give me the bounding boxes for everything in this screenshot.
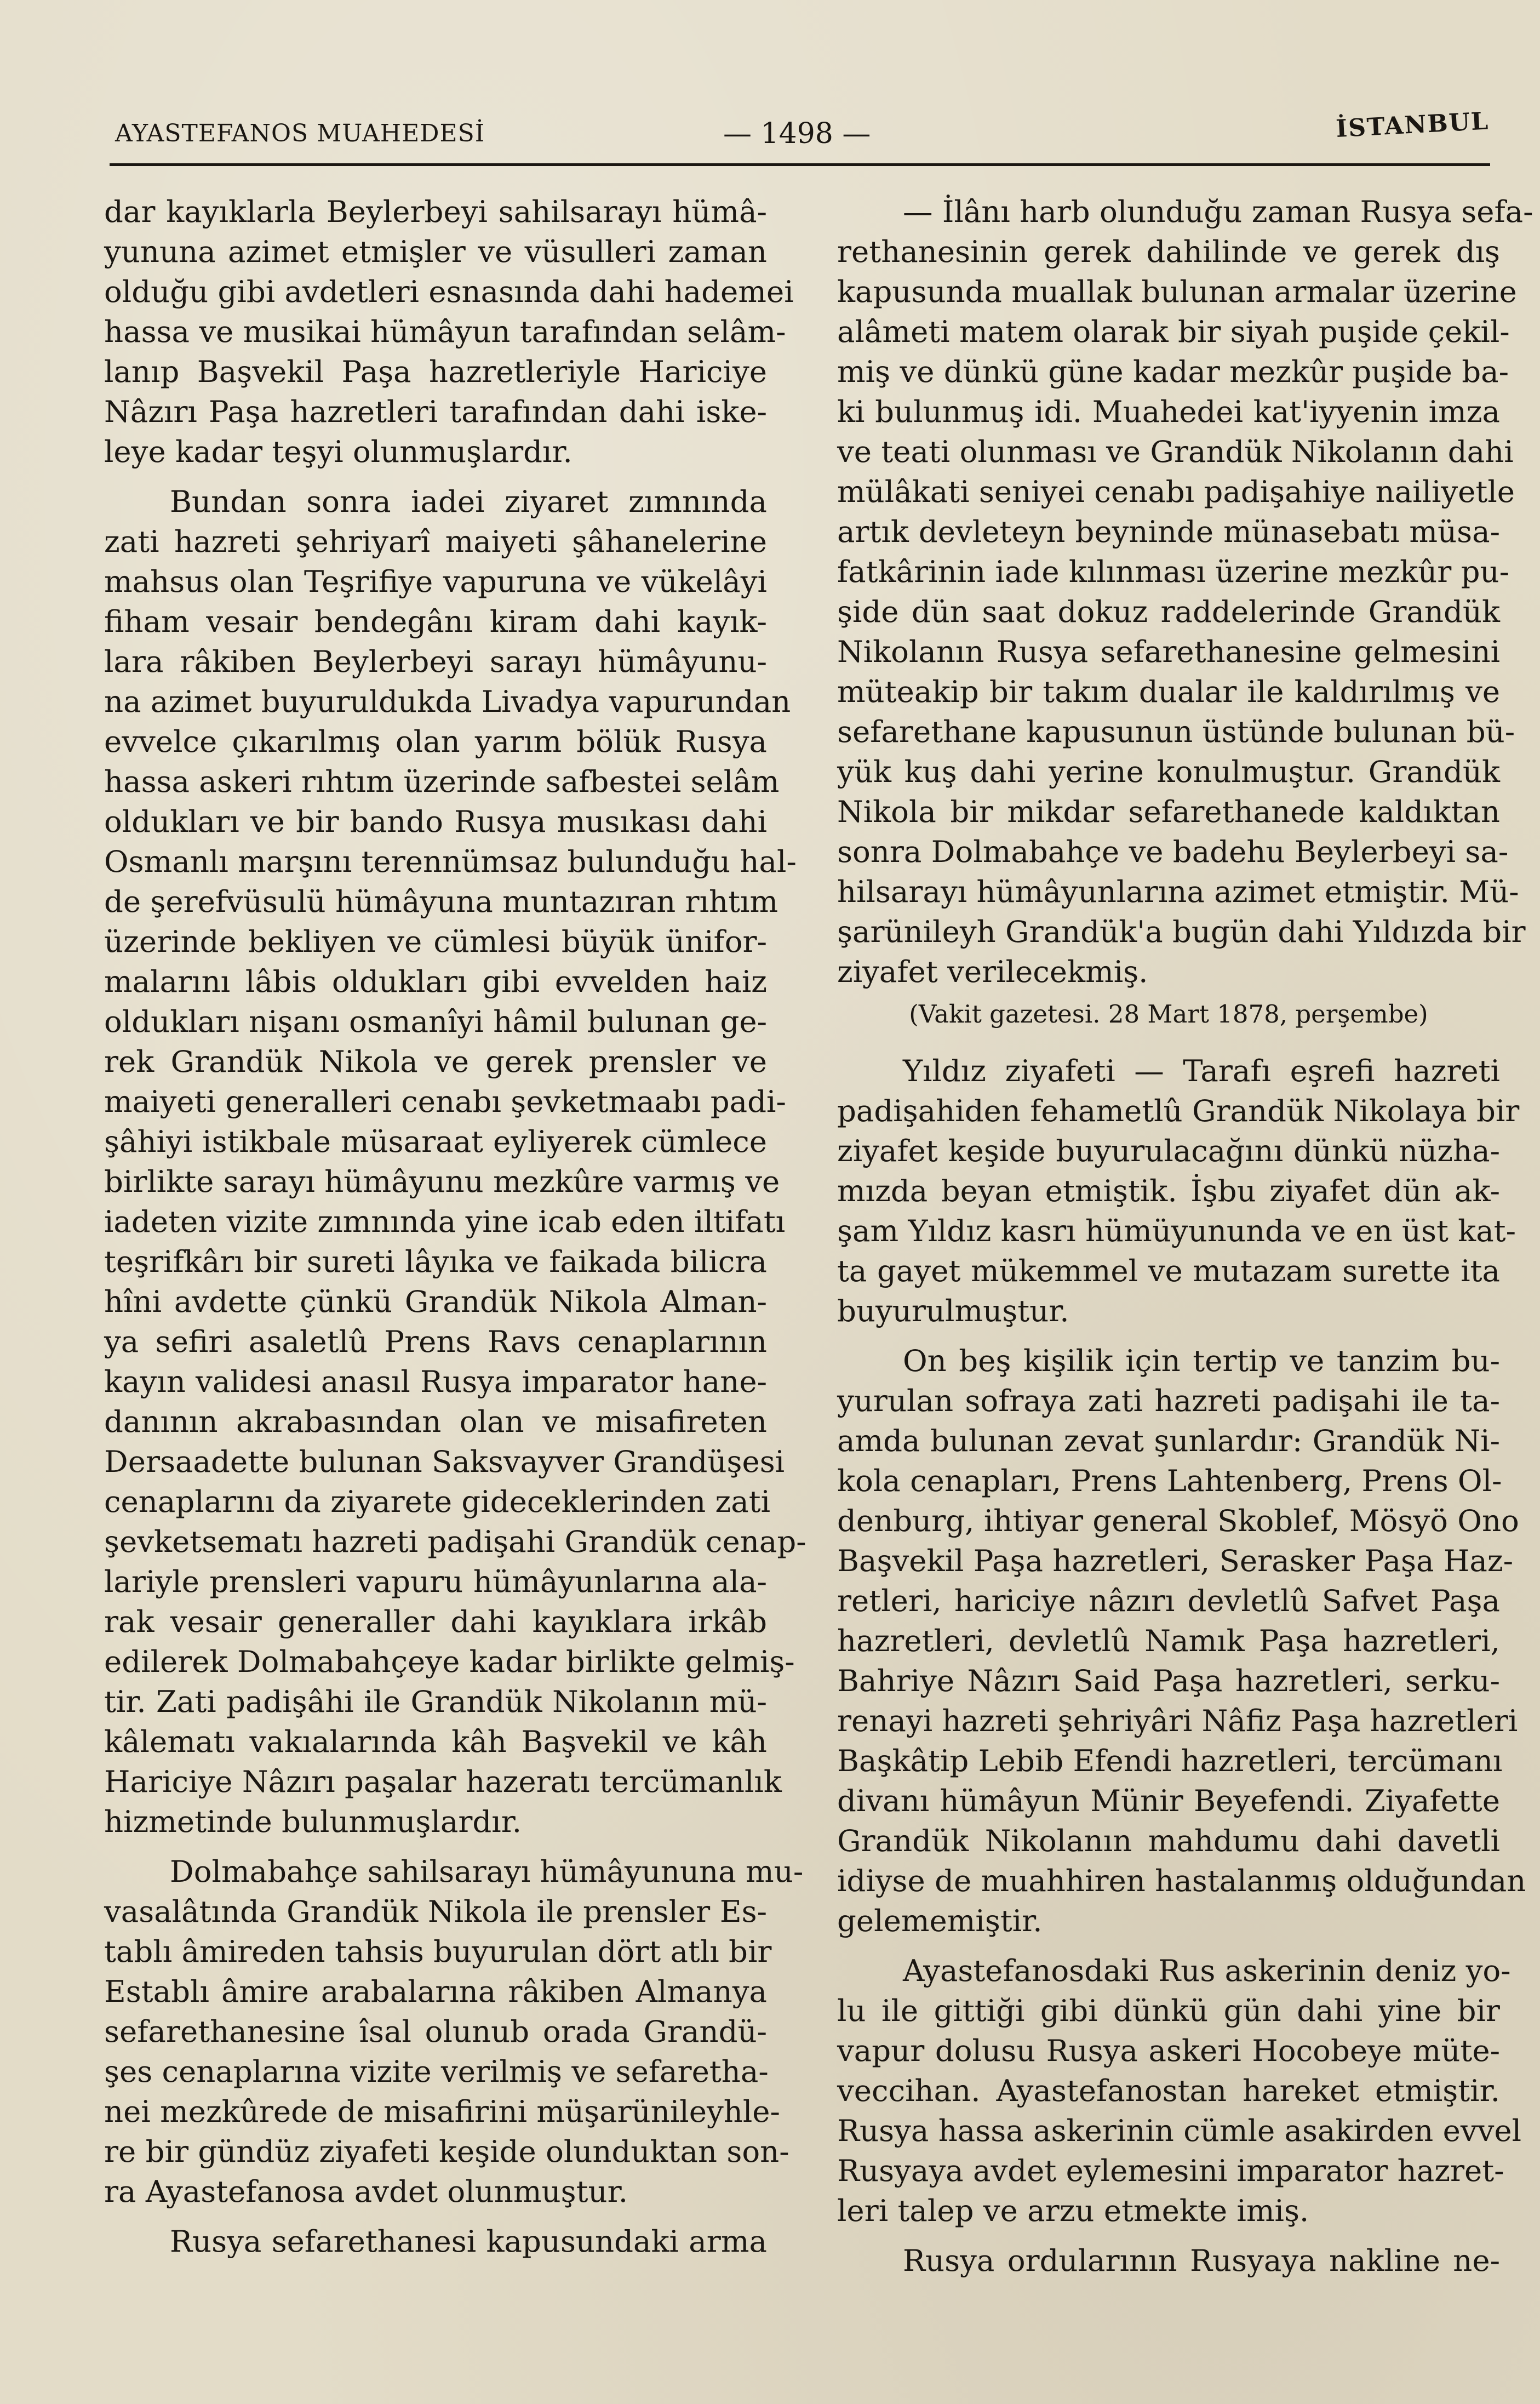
text-line: hîni avdette çünkü Grandük Nikola Alman- <box>104 1284 767 1319</box>
text-line: fiham vesair bendegânı kiram dahi kayık- <box>104 604 767 639</box>
text-line: hassa askeri rıhtım üzerinde safbestei selâm <box>104 764 780 799</box>
text-line: Hariciye Nâzırı paşalar hazeratı tercümanlık <box>104 1764 782 1799</box>
text-line: Yıldız ziyafeti — Tarafı eşrefi hazreti <box>903 1053 1500 1088</box>
text-line: Nikolanın Rusya sefarethanesine gelmesini <box>837 634 1500 669</box>
text-line: Nâzırı Paşa hazretleri tarafından dahi iske- <box>104 394 767 429</box>
text-line: Bundan sonra iadei ziyaret zımnında <box>170 484 767 519</box>
text-line: ki bulunmuş idi. Muahedei kat'iyyenin imza <box>837 394 1500 429</box>
text-line: şevketsematı hazreti padişahi Grandük cenap- <box>104 1524 806 1559</box>
text-line: Bahriye Nâzırı Said Paşa hazretleri, serku- <box>837 1663 1500 1698</box>
text-line: dar kayıklarla Beylerbeyi sahilsarayı hümâ- <box>104 194 767 229</box>
text-line: Establı âmire arabalarına râkiben Almanya <box>104 1974 767 2009</box>
text-line: nei mezkûrede de misafirini müşarünileyhle- <box>104 2094 780 2129</box>
text-line: buyurulmuştur. <box>837 1293 1069 1328</box>
text-line: Rusya hassa askerinin cümle asakirden evvel <box>837 2113 1522 2148</box>
text-line: Ayastefanosdaki Rus askerinin deniz yo- <box>903 1953 1511 1988</box>
text-line: rak vesair generaller dahi kayıklara irkâb <box>104 1604 767 1639</box>
text-line: şâhiyi istikbale müsaraat eyliyerek cümlece <box>104 1124 767 1159</box>
text-line: de şerefvüsulü hümâyuna muntazıran rıhtım <box>104 884 778 919</box>
text-line: tir. Zati padişâhi ile Grandük Nikolanın mü- <box>104 1684 767 1719</box>
text-line: oldukları ve bir bando Rusya musıkası dahi <box>104 804 767 839</box>
text-line: mülâkati seniyei cenabı padişahiye nailiyetle <box>837 474 1515 509</box>
text-line: birlikte sarayı hümâyunu mezkûre varmış ve <box>104 1164 780 1199</box>
running-head-city: İSTANBUL <box>1335 107 1490 143</box>
text-line: denburg, ihtiyar general Skoblef, Mösyö Ono <box>837 1503 1519 1538</box>
text-line: retleri, hariciye nâzırı devletlû Safvet Paşa <box>837 1583 1500 1618</box>
text-line: fatkârinin iade kılınması üzerine mezkûr pu- <box>837 554 1509 589</box>
text-line: Başvekil Paşa hazretleri, Serasker Paşa Haz- <box>837 1543 1513 1578</box>
text-line: artık devleteyn beyninde münasebatı müsa- <box>837 514 1500 549</box>
paragraph-gap <box>837 1941 1500 1951</box>
text-line: müteakip bir takım dualar ile kaldırılmış ve <box>837 674 1500 709</box>
text-line: hilsarayı hümâyunlarına azimet etmiştir. Mü- <box>837 874 1519 909</box>
text-line: Dolmabahçe sahilsarayı hümâyununa mu- <box>170 1854 804 1889</box>
text-line: ziyafet verilecekmiş. <box>837 954 1148 989</box>
right-column <box>837 192 1533 2281</box>
running-head-title: AYASTEFANOS MUAHEDESİ <box>115 119 485 147</box>
paragraph-gap <box>104 2212 767 2222</box>
text-line: oldukları nişanı osmanîyi hâmil bulunan ge- <box>104 1004 767 1039</box>
text-line: edilerek Dolmabahçeye kadar birlikte gelmiş- <box>104 1644 795 1679</box>
text-line: rethanesinin gerek dahilinde ve gerek dış <box>837 234 1500 269</box>
text-line: iadeten vizite zımnında yine icab eden iltifatı <box>104 1204 786 1239</box>
text-line: ziyafet keşide buyurulacağını dünkü nüzha- <box>837 1133 1500 1168</box>
paragraph-gap <box>104 472 767 482</box>
text-line: ra Ayastefanosa avdet olunmuştur. <box>104 2174 628 2209</box>
text-line: hizmetinde bulunmuşlardır. <box>104 1804 522 1839</box>
text-line: hazretleri, devletlû Namık Paşa hazretleri, <box>837 1623 1500 1658</box>
text-line: kapusunda muallak bulunan armalar üzerine <box>837 274 1517 309</box>
text-line: şide dün saat dokuz raddelerinde Grandük <box>837 594 1500 629</box>
page-number: — 1498 — <box>723 117 871 150</box>
text-line: gelememiştir. <box>837 1903 1043 1938</box>
text-line: kayın validesi anasıl Rusya imparator hane- <box>104 1364 767 1399</box>
text-line: Dersaadette bulunan Saksvayver Grandüşesi <box>104 1444 785 1479</box>
text-line: lariyle prensleri vapuru hümâyunlarına ala- <box>104 1564 767 1599</box>
text-line: leye kadar teşyi olunmuşlardır. <box>104 434 573 469</box>
text-line: mızda beyan etmiştik. İşbu ziyafet dün ak- <box>837 1173 1500 1208</box>
paragraph-gap <box>104 1842 767 1852</box>
text-line: ve teati olunması ve Grandük Nikolanın dahi <box>837 434 1514 469</box>
text-line: şam Yıldız kasrı hümüyununda ve en üst kat- <box>837 1213 1516 1248</box>
text-line: zati hazreti şehriyarî maiyeti şâhanelerine <box>104 524 767 559</box>
text-line: lara râkiben Beylerbeyi sarayı hümâyunu- <box>104 644 767 679</box>
text-line: danının akrabasından olan ve misafireten <box>104 1404 767 1439</box>
source-caption: (Vakit gazetesi. 28 Mart 1878, perşembe) <box>909 1000 1428 1029</box>
paragraph-gap <box>837 1041 1500 1051</box>
text-line: vapur dolusu Rusya askeri Hocobeye müte- <box>837 2033 1500 2068</box>
text-line: rek Grandük Nikola ve gerek prensler ve <box>104 1044 767 1079</box>
text-line: ya sefiri asaletlû Prens Ravs cenaplarının <box>104 1324 767 1359</box>
text-line: Osmanlı marşını terennümsaz bulunduğu hal- <box>104 844 797 879</box>
text-line: vasalâtında Grandük Nikola ile prensler Es- <box>104 1894 767 1929</box>
text-line: yununa azimet etmişler ve vüsulleri zaman <box>104 234 767 269</box>
text-line: re bir gündüz ziyafeti keşide olunduktan son- <box>104 2134 789 2169</box>
text-line: renayi hazreti şehriyâri Nâfiz Paşa hazretleri <box>837 1703 1518 1738</box>
text-line: olduğu gibi avdetleri esnasında dahi hademei <box>104 274 794 309</box>
text-line: kâlematı vakıalarında kâh Başvekil ve kâh <box>104 1724 767 1759</box>
text-line: mahsus olan Teşrifiye vapuruna ve vükelâyi <box>104 564 767 599</box>
paragraph-gap <box>837 2231 1500 2241</box>
text-line: malarını lâbis oldukları gibi evvelden haiz <box>104 964 767 999</box>
text-line: hassa ve musikai hümâyun tarafından selâm- <box>104 314 786 349</box>
text-line: şes cenaplarına vizite verilmiş ve sefaretha- <box>104 2054 769 2089</box>
text-line: Rusya sefarethanesi kapusundaki arma <box>170 2224 767 2259</box>
text-line: Rusya ordularının Rusyaya nakline ne- <box>903 2243 1500 2278</box>
left-column <box>104 192 806 2262</box>
text-line: tablı âmireden tahsis buyurulan dört atlı bir <box>104 1934 772 1969</box>
text-line: üzerinde bekliyen ve cümlesi büyük ünifor- <box>104 924 767 959</box>
text-line: cenaplarını da ziyarete gideceklerinden zati <box>104 1484 771 1519</box>
text-line: Başkâtip Lebib Efendi hazretleri, tercümanı <box>837 1743 1503 1778</box>
text-line: na azimet buyuruldukda Livadya vapurundan <box>104 684 791 719</box>
text-line: miş ve dünkü güne kadar mezkûr puşide ba- <box>837 354 1509 389</box>
text-line: yurulan sofraya zati hazreti padişahi ile ta- <box>837 1383 1500 1418</box>
text-line: veccihan. Ayastefanostan hareket etmiştir. <box>837 2073 1500 2108</box>
text-line: alâmeti matem olarak bir siyah puşide çekil- <box>837 314 1510 349</box>
text-line: padişahiden fehametlû Grandük Nikolaya bir <box>837 1093 1520 1128</box>
text-line: lanıp Başvekil Paşa hazretleriyle Hariciye <box>104 354 767 389</box>
text-line: şarünileyh Grandük'a bugün dahi Yıldızda bir <box>837 914 1526 949</box>
paragraph-gap <box>837 1331 1500 1341</box>
text-line: Nikola bir mikdar sefarethanede kaldıktan <box>837 794 1500 829</box>
text-line: divanı hümâyun Münir Beyefendi. Ziyafette <box>837 1783 1500 1818</box>
text-line: — İlânı harb olunduğu zaman Rusya sefa- <box>903 194 1533 229</box>
text-line: idiyse de muahhiren hastalanmış olduğundan <box>837 1863 1526 1898</box>
text-line: Rusyaya avdet eylemesini imparator hazret- <box>837 2153 1504 2188</box>
text-line: evvelce çıkarılmış olan yarım bölük Rusya <box>104 724 767 759</box>
text-line: amda bulunan zevat şunlardır: Grandük Ni- <box>837 1423 1500 1458</box>
header-rule <box>110 163 1490 166</box>
text-line: sefarethane kapusunun üstünde bulunan bü- <box>837 714 1515 749</box>
text-line: yük kuş dahi yerine konulmuştur. Grandük <box>837 754 1500 789</box>
text-line: sefarethanesine îsal olunub orada Grandü- <box>104 2014 767 2049</box>
text-line: maiyeti generalleri cenabı şevketmaabı padi- <box>104 1084 786 1119</box>
text-line: teşrifkârı bir sureti lâyıka ve faikada bilicra <box>104 1244 767 1279</box>
running-head <box>110 107 1490 159</box>
text-line: leri talep ve arzu etmekte imiş. <box>837 2193 1309 2228</box>
text-line: Grandük Nikolanın mahdumu dahi davetli <box>837 1823 1500 1858</box>
text-line: On beş kişilik için tertip ve tanzim bu- <box>903 1343 1500 1378</box>
text-line: ta gayet mükemmel ve mutazam surette ita <box>837 1253 1500 1288</box>
text-line: lu ile gittiği gibi dünkü gün dahi yine bir <box>837 1993 1500 2028</box>
text-line: kola cenapları, Prens Lahtenberg, Prens Ol- <box>837 1463 1502 1498</box>
text-line: sonra Dolmabahçe ve badehu Beylerbeyi sa- <box>837 834 1509 869</box>
